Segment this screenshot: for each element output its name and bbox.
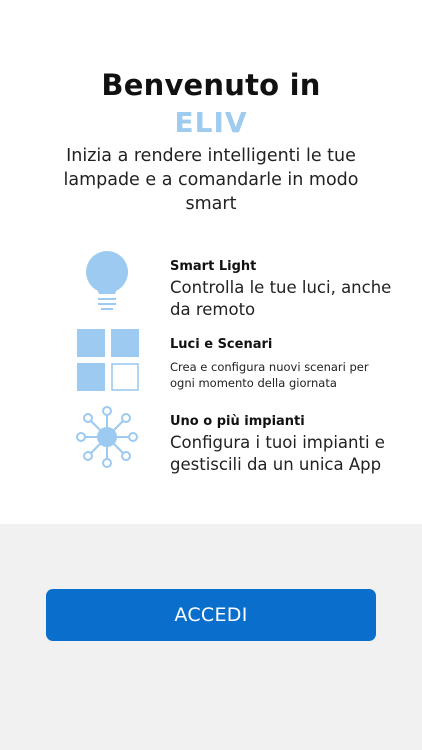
welcome-title: Benvenuto in <box>101 68 321 102</box>
network-hub-icon <box>74 405 140 471</box>
feature-title: Luci e Scenari <box>170 337 273 352</box>
feature-description: Controlla le tue luci, anche da remoto <box>170 278 392 319</box>
lightbulb-icon <box>74 250 140 316</box>
brand-name: ELIV <box>174 106 248 139</box>
login-button[interactable]: ACCEDI <box>46 589 376 641</box>
feature-description: Configura i tuoi impianti e gestiscili da un unica App <box>170 433 385 474</box>
feature-title: Uno o più impianti <box>170 414 305 429</box>
feature-title: Smart Light <box>170 259 257 274</box>
feature-description: Crea e configura nuovi scenari per ogni momento della giornata <box>170 360 369 390</box>
scenes-grid-icon <box>76 328 142 394</box>
welcome-subtitle: Inizia a rendere intelligenti le tue lampade e a comandarle in modo smart <box>63 146 359 214</box>
